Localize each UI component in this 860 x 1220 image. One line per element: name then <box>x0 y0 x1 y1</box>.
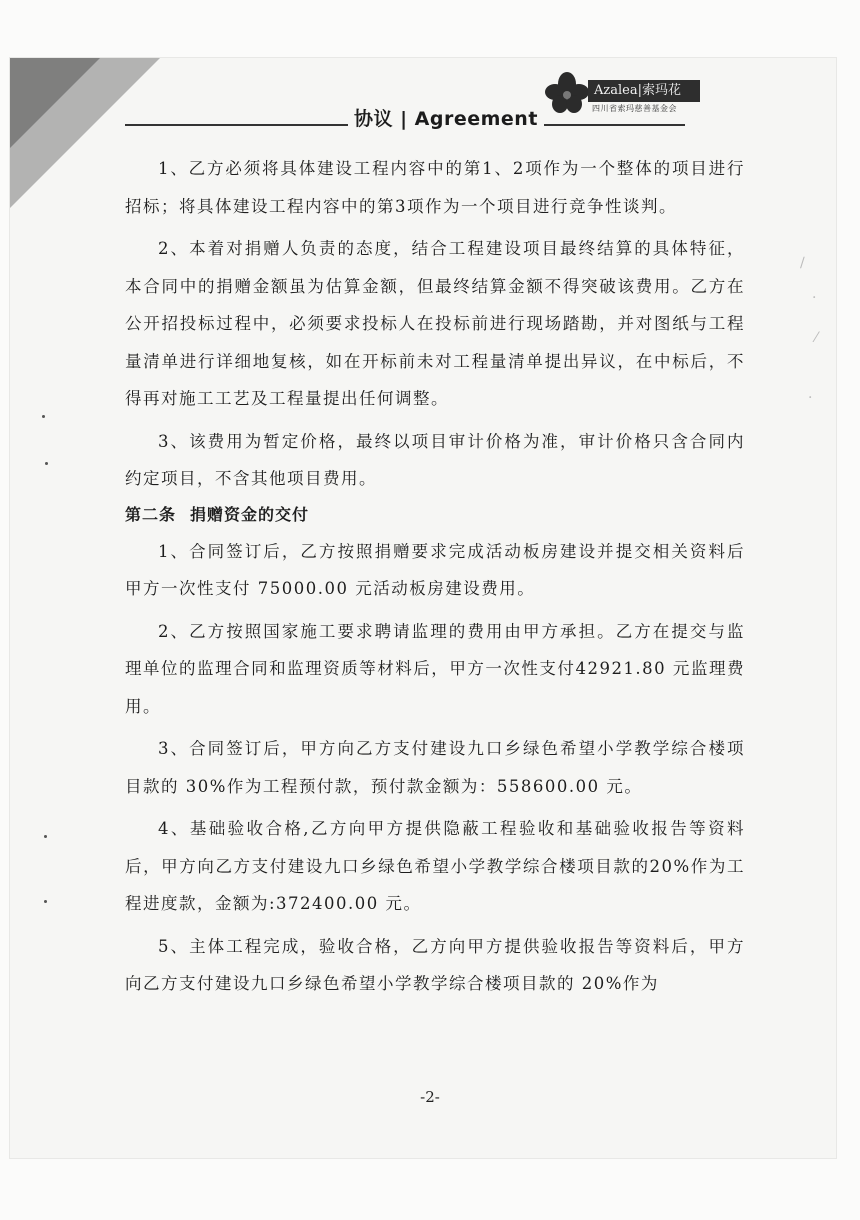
clause-paragraph: 4、基础验收合格,乙方向甲方提供隐蔽工程验收和基础验收报告等资料后，甲方向乙方支付建设九口乡绿色希望小学教学综合楼项目款的20%作为工程进度款，金额为:372400.00 元。 <box>125 819 745 913</box>
clause-paragraph: 2、本着对捐赠人负责的态度，结合工程建设项目最终结算的具体特征，本合同中的捐赠金额虽为估算金额，但最终结算金额不得突破该费用。乙方在公开招投标过程中，必须要求投标人在投标前进行现场踏勘，并对图纸与工程量清单进行详细地复核，如在开标前未对工程量清单提出异议，在中标后，不得再对施工工艺及工程量提出任何调整。 <box>125 239 745 408</box>
clause-paragraph: 1、合同签订后，乙方按照捐赠要求完成活动板房建设并提交相关资料后甲方一次性支付 75000.00 元活动板房建设费用。 <box>125 541 745 598</box>
clause-paragraph: 2、乙方按照国家施工要求聘请监理的费用由甲方承担。乙方在提交与监理单位的监理合同和监理资质等材料后，甲方一次性支付42921.80 元监理费用。 <box>125 621 745 716</box>
clause-paragraph: 3、该费用为暂定价格，最终以项目审计价格为准，审计价格只含合同内约定项目，不含其他项目费用。 <box>125 431 745 488</box>
logo-wordmark: Azalea|索玛花 <box>588 80 700 102</box>
clause-paragraph: 1、乙方必须将具体建设工程内容中的第1、2项作为一个整体的项目进行招标；将具体建设工程内容中的第3项作为一个项目进行竞争性谈判。 <box>125 159 745 216</box>
azalea-flower-icon <box>540 70 594 118</box>
article-title: 捐赠资金的交付 <box>190 504 310 524</box>
scan-speck <box>44 900 47 903</box>
scan-speck <box>44 835 47 838</box>
article-heading <box>125 500 745 530</box>
foundation-logo <box>540 70 700 118</box>
scan-artifact: · <box>808 390 813 406</box>
scan-speck <box>45 462 48 465</box>
scan-speck <box>42 415 45 418</box>
logo-subtitle: 四川省索玛慈善基金会 <box>592 104 677 113</box>
scan-artifact: ∕ <box>800 255 805 271</box>
agreement-body <box>125 150 745 1003</box>
article-number: 第二条 <box>125 504 177 524</box>
clause-paragraph: 5、主体工程完成，验收合格，乙方向甲方提供验收报告等资料后，甲方向乙方支付建设九口乡绿色希望小学教学综合楼项目款的 20%作为 <box>125 936 745 993</box>
page-number: -2- <box>420 1088 440 1106</box>
page-fold-corner <box>10 58 100 148</box>
scan-artifact: ⁄ <box>815 330 818 346</box>
scan-artifact: · <box>812 290 817 306</box>
clause-paragraph: 3、合同签订后，甲方向乙方支付建设九口乡绿色希望小学教学综合楼项目款的 30%作为工程预付款，预付款金额为：558600.00 元。 <box>125 739 745 796</box>
header-title: 协议 | Agreement <box>348 104 544 131</box>
